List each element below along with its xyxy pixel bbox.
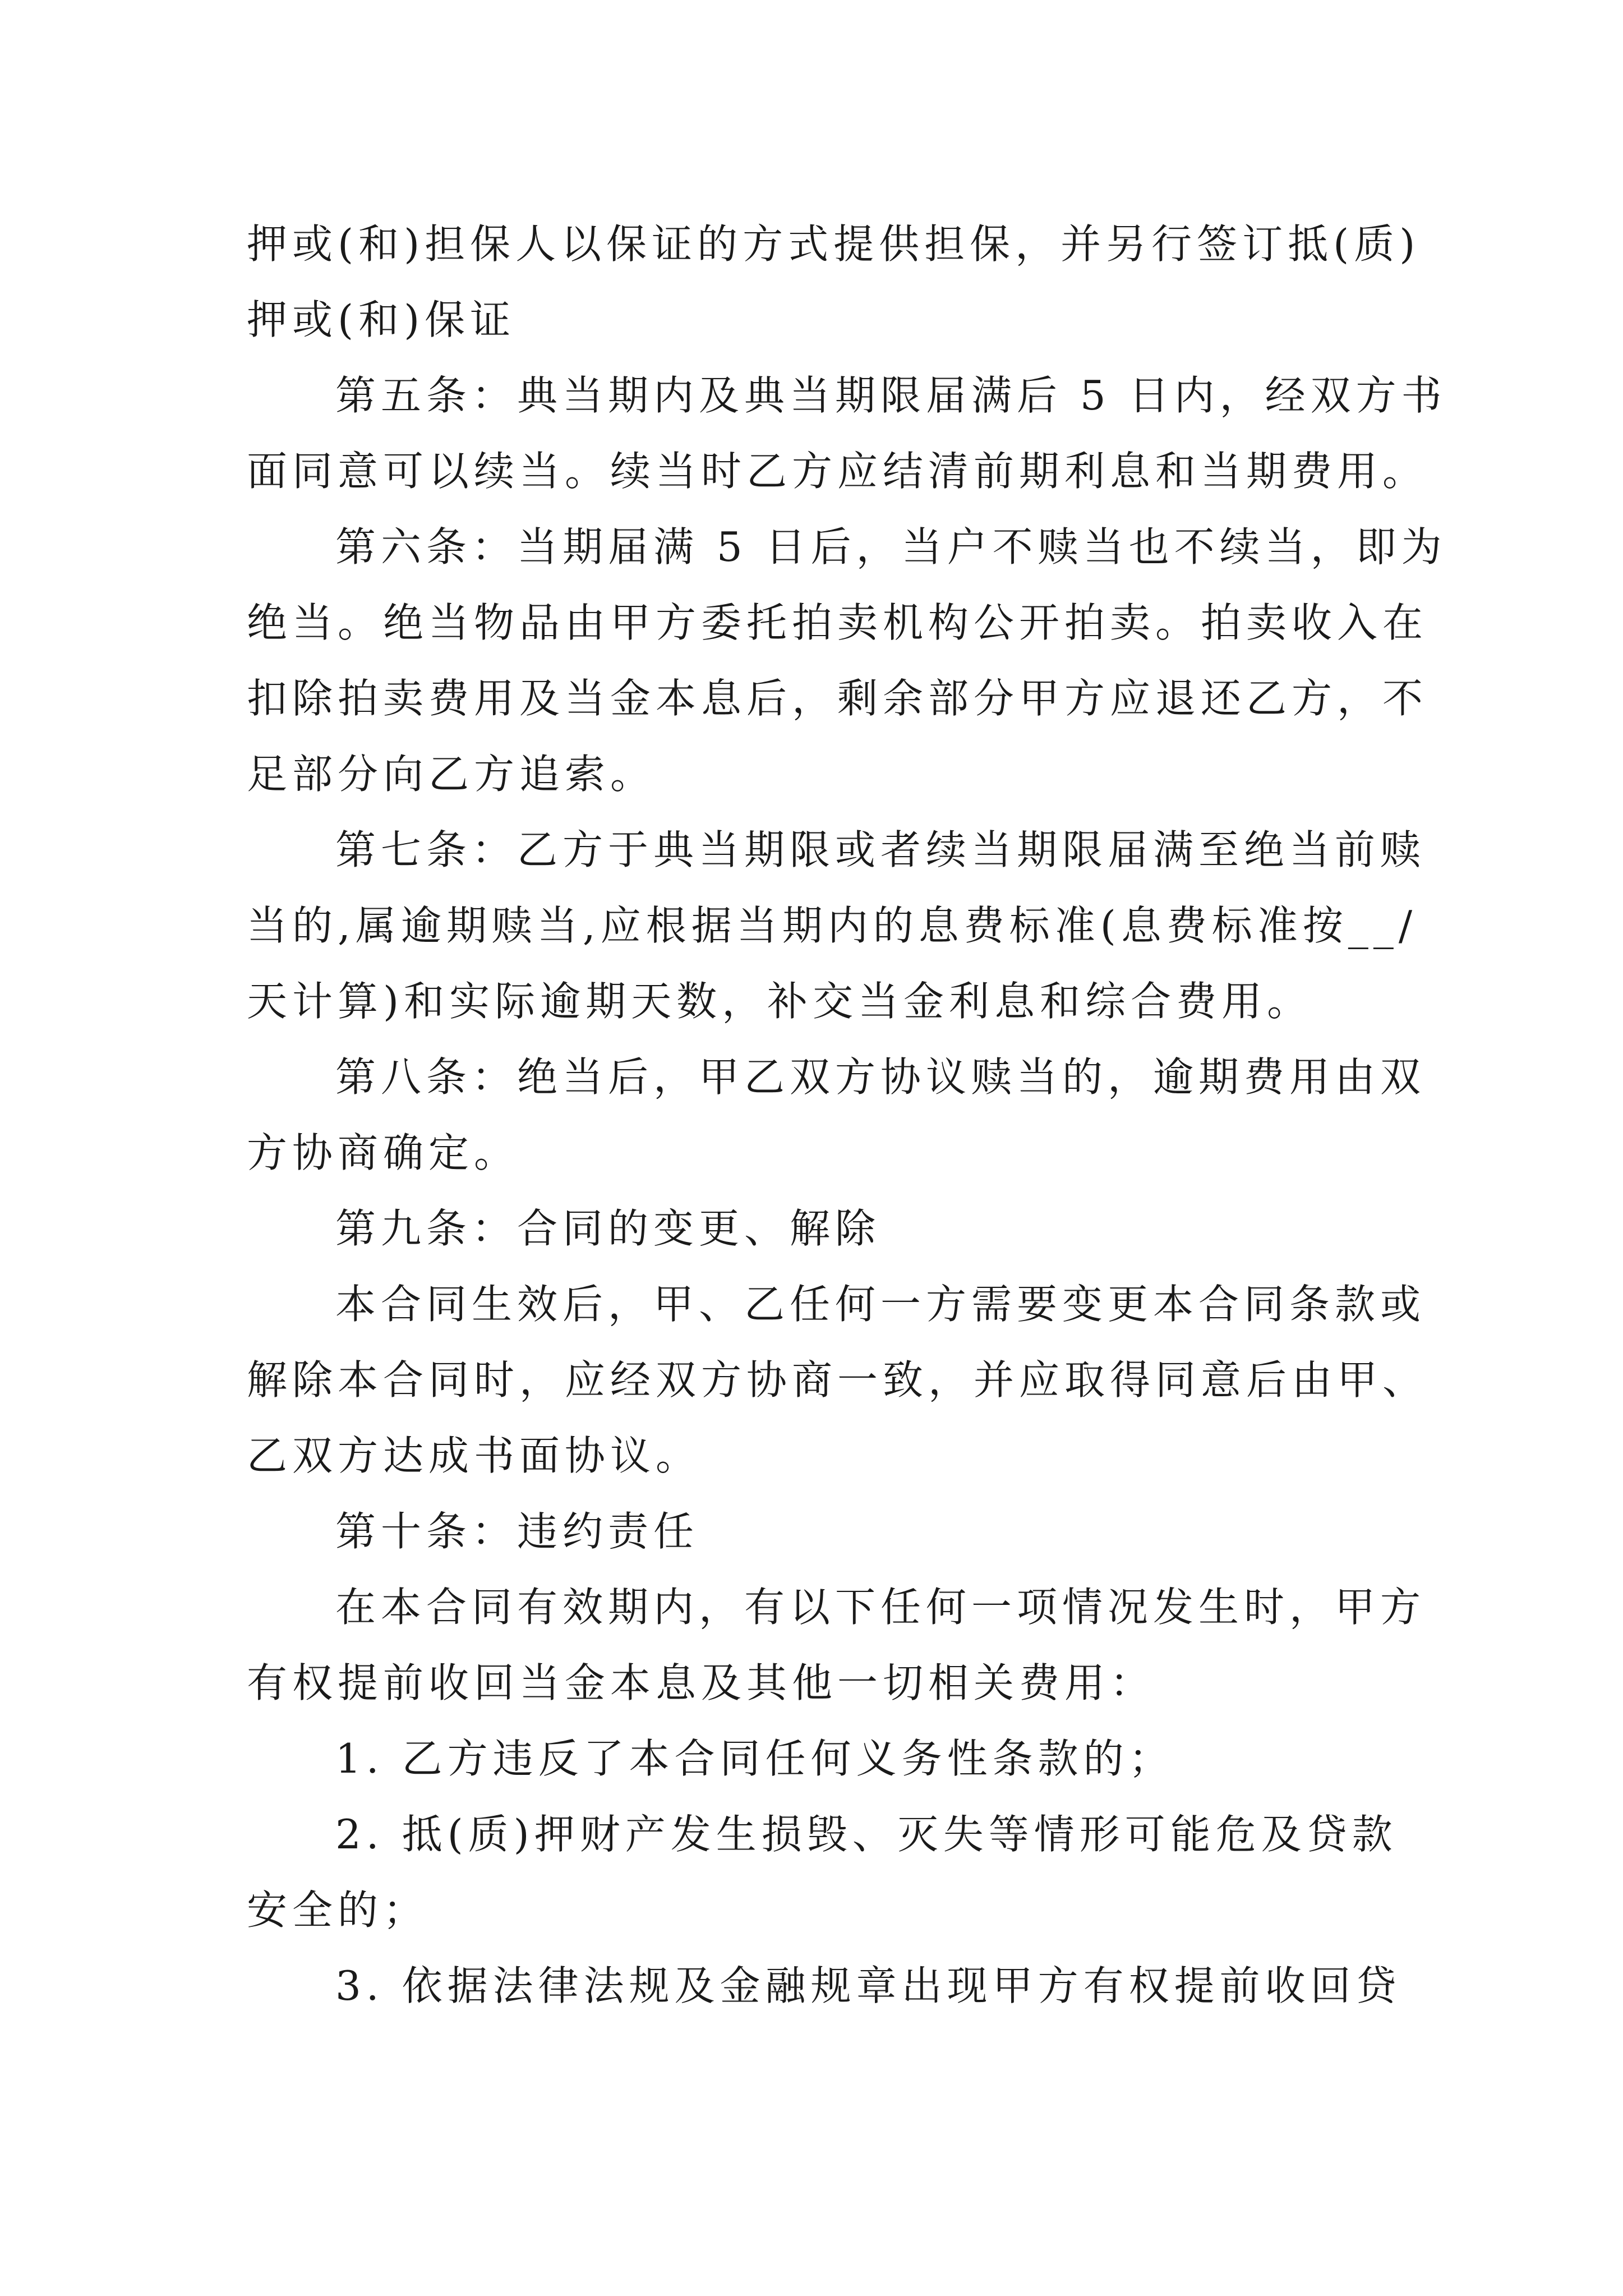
list-item-2: 2. 抵(质)押财产发生损毁、灭失等情形可能危及贷款 (335, 1811, 1398, 1858)
list-item-3: 3. 依据法律法规及金融规章出现甲方有权提前收回贷 (335, 1962, 1401, 2009)
text-line: 安全的； (247, 1887, 429, 1934)
text-line: 绝当。绝当物品由甲方委托拍卖机构公开拍卖。拍卖收入在 (247, 599, 1428, 646)
text-line: 足部分向乙方追索。 (247, 751, 656, 798)
text-line: 本合同生效后，甲、乙任何一方需要变更本合同条款或 (335, 1281, 1426, 1328)
clause-10-heading: 第十条：违约责任 (335, 1508, 699, 1555)
clause-7-line: 第七条：乙方于典当期限或者续当期限届满至绝当前赎 (335, 826, 1426, 873)
text-line: 押或(和)担保人以保证的方式提供担保，并另行签订抵(质) (247, 220, 1421, 268)
text-line: 解除本合同时，应经双方协商一致，并应取得同意后由甲、 (247, 1356, 1428, 1404)
text-line: 有权提前收回当金本息及其他一切相关费用： (247, 1659, 1156, 1706)
text-line: 当的,属逾期赎当,应根据当期内的息费标准(息费标准按__/ (247, 902, 1418, 949)
text-line: 天计算)和实际逾期天数，补交当金利息和综合费用。 (247, 978, 1313, 1025)
text-line: 在本合同有效期内，有以下任何一项情况发生时，甲方 (335, 1584, 1426, 1631)
text-line: 押或(和)保证 (247, 296, 516, 343)
text-line: 扣除拍卖费用及当金本息后，剩余部分甲方应退还乙方，不 (247, 675, 1428, 722)
clause-6-line: 第六条：当期届满 5 日后，当户不赎当也不续当，即为 (335, 523, 1447, 570)
text-line: 方协商确定。 (247, 1129, 520, 1176)
clause-9-heading: 第九条：合同的变更、解除 (335, 1205, 881, 1252)
list-item-1: 1. 乙方违反了本合同任何义务性条款的； (335, 1735, 1174, 1782)
text-line: 面同意可以续当。续当时乙方应结清前期利息和当期费用。 (247, 448, 1428, 495)
clause-8-line: 第八条：绝当后，甲乙双方协议赎当的，逾期费用由双 (335, 1053, 1426, 1101)
clause-5-line: 第五条：典当期内及典当期限届满后 5 日内，经双方书 (335, 372, 1447, 419)
text-line: 乙双方达成书面协议。 (247, 1432, 702, 1479)
